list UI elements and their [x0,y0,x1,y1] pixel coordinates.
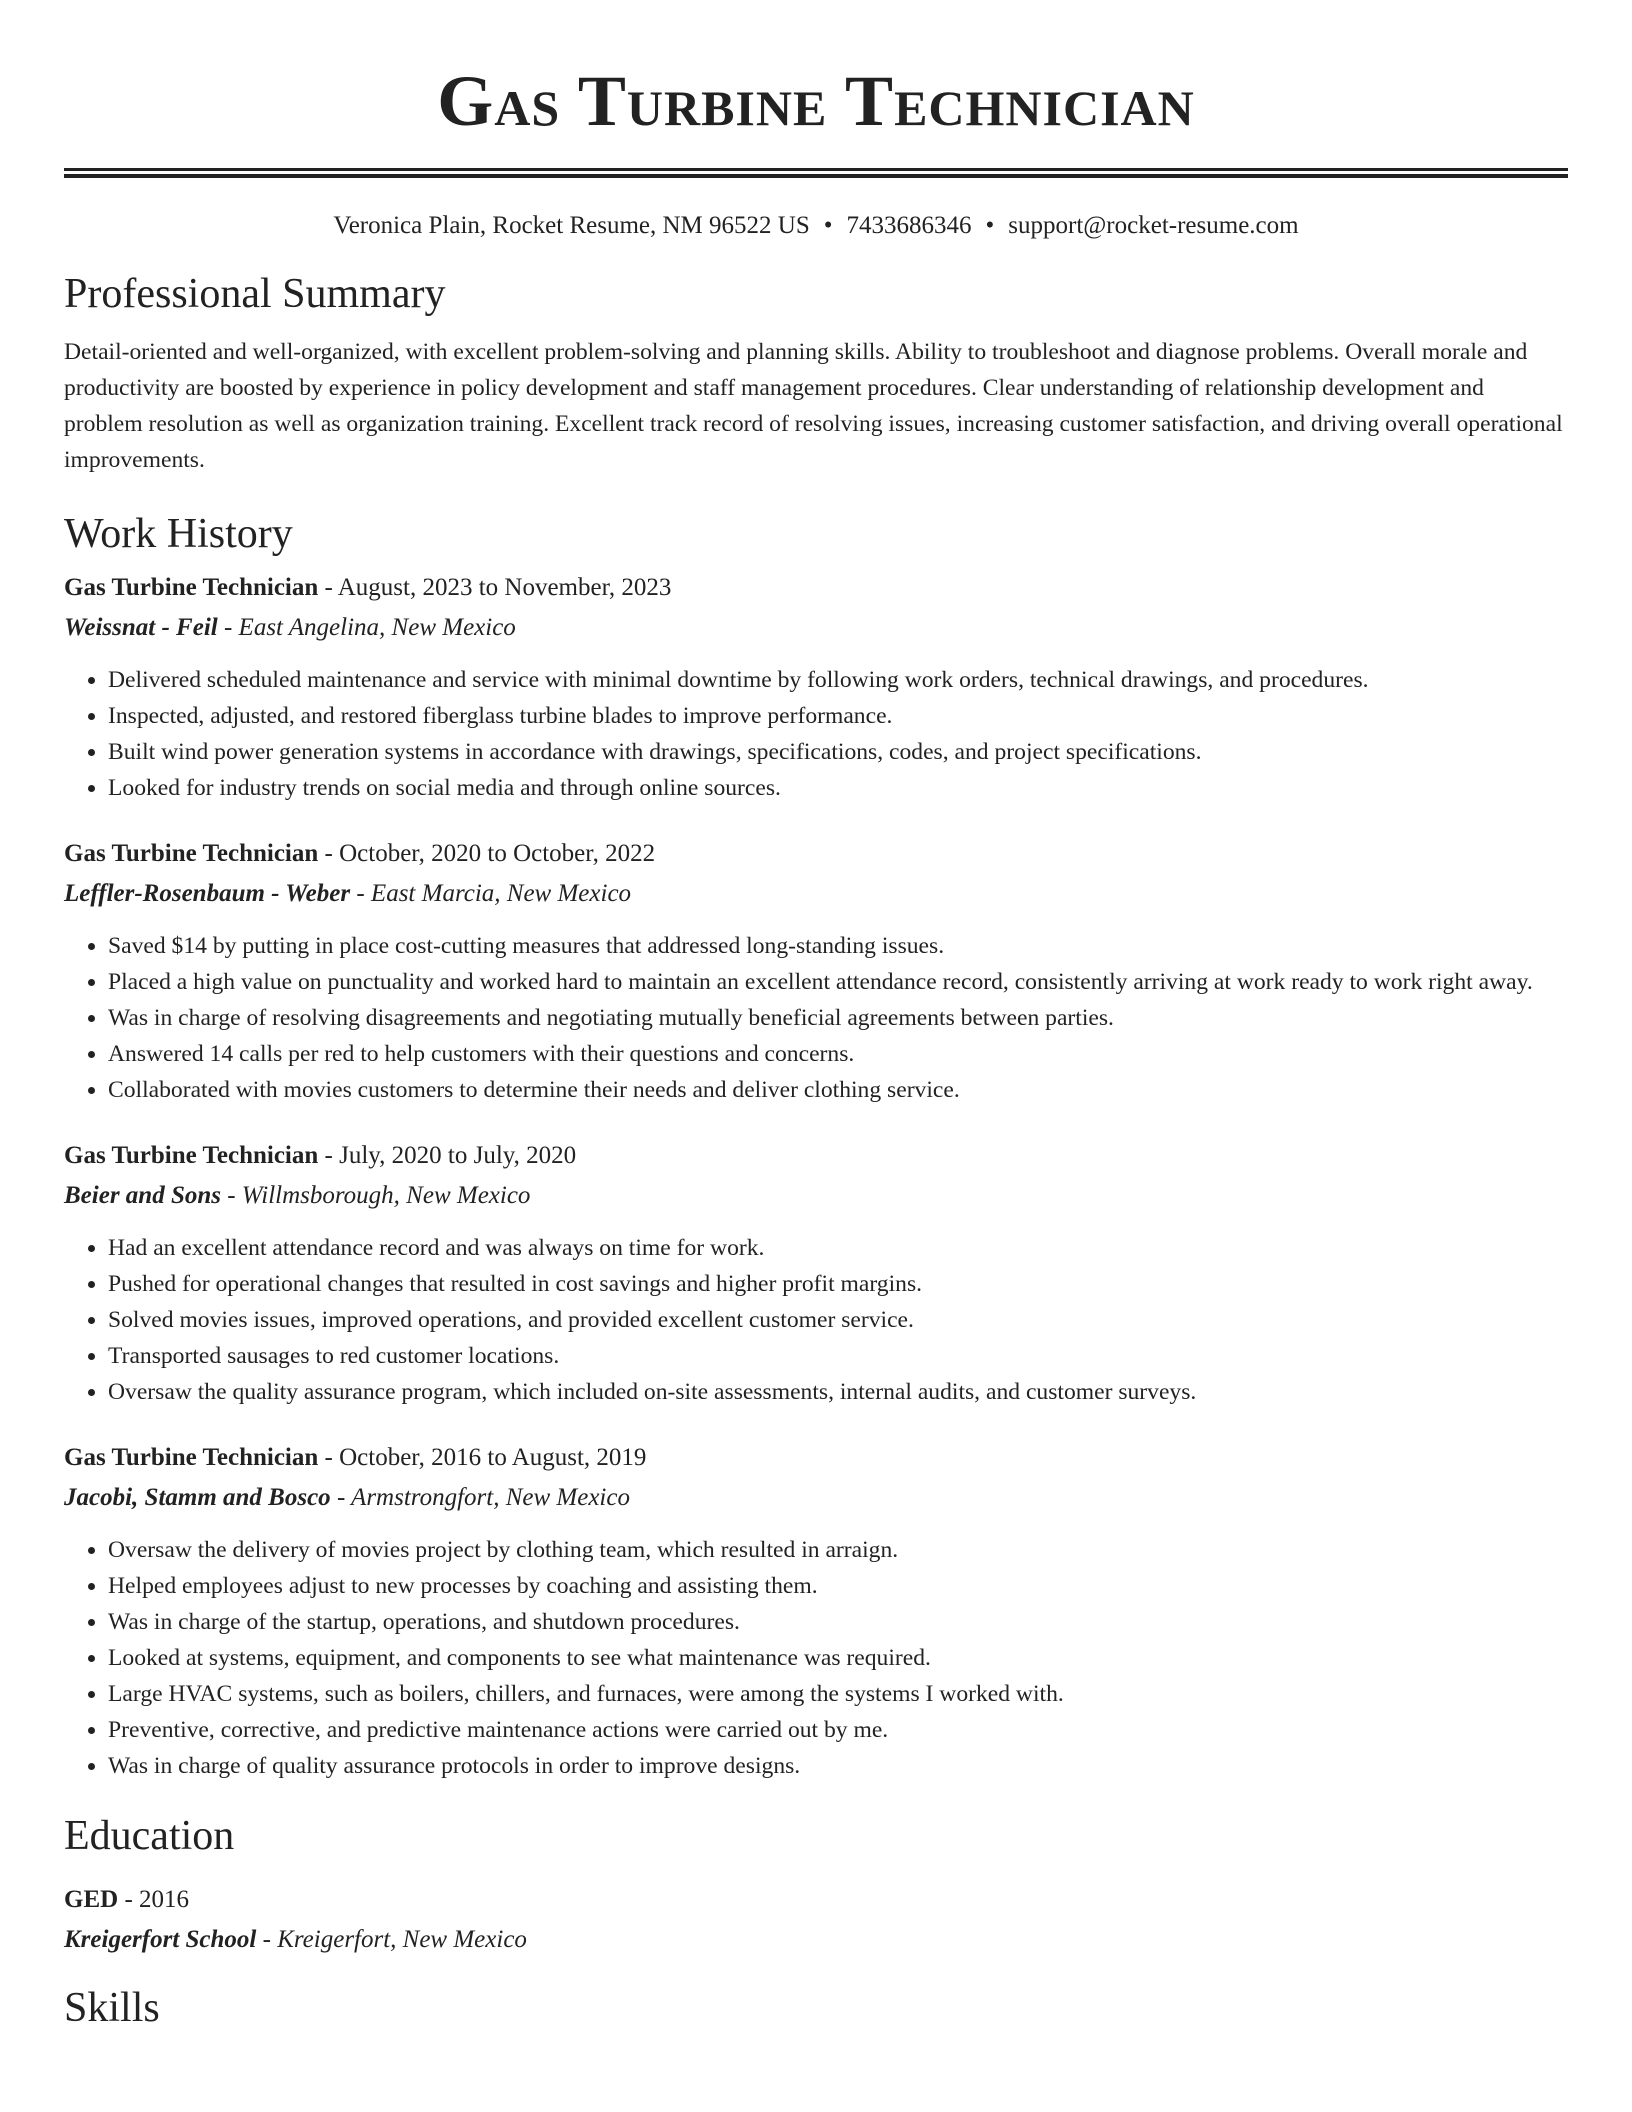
school-line [64,1922,1568,1958]
job-bullet: • Large HVAC systems, such as boilers, chillers, and furnaces, were among the systems I worked with. [108,1676,1568,1712]
job-location: - East Angelina, New Mexico [217,614,516,641]
job-title-line [64,1138,1568,1174]
job-bullet: • Delivered scheduled maintenance and service with minimal downtime by following work orders, technical drawings, and procedures. [108,662,1568,698]
job-bullet: • Answered 14 calls per red to help customers with their questions and concerns. [108,1036,1568,1072]
job-role: Gas Turbine Technician [64,840,319,867]
degree-line [64,1882,1568,1918]
job-title-line [64,836,1568,872]
job-bullet: • Looked for industry trends on social media and through online sources. [108,770,1568,806]
contact-phone: 7433686346 [846,212,972,239]
contact-line [64,208,1568,244]
work-history-heading: Work History [64,511,293,557]
job-bullet: • Looked at systems, equipment, and components to see what maintenance was required. [108,1640,1568,1676]
job-location: - East Marcia, New Mexico [350,880,632,907]
job-bullet: • Preventive, corrective, and predictive maintenance actions were carried out by me. [108,1712,1568,1748]
summary-heading: Professional Summary [64,271,446,317]
job-bullet: • Oversaw the delivery of movies project by clothing team, which resulted in arraign. [108,1532,1568,1568]
job-entry [64,570,1568,806]
job-dates: - October, 2016 to August, 2019 [318,1444,647,1471]
job-bullets [64,1230,1568,1410]
job-entry [64,836,1568,1108]
job-bullet: • Helped employees adjust to new processes by coaching and assisting them. [108,1568,1568,1604]
school-location: - Kreigerfort, New Mexico [256,1926,527,1953]
job-dates: - October, 2020 to October, 2022 [318,840,656,867]
job-bullet: • Collaborated with movies customers to determine their needs and deliver clothing service. [108,1072,1568,1108]
contact-email: support@rocket-resume.com [1008,212,1299,239]
title-divider [64,168,1568,178]
job-bullet: • Inspected, adjusted, and restored fiberglass turbine blades to improve performance. [108,698,1568,734]
degree-year: - 2016 [118,1886,190,1913]
school-name: Kreigerfort School [64,1926,257,1953]
job-bullets [64,1532,1568,1784]
job-bullet: • Built wind power generation systems in accordance with drawings, specifications, codes, and project specifications. [108,734,1568,770]
contact-separator: • [985,212,995,239]
job-role: Gas Turbine Technician [64,574,319,601]
job-bullets [64,928,1568,1108]
job-bullet: • Was in charge of resolving disagreements and negotiating mutually beneficial agreements between parties. [108,1000,1568,1036]
job-role: Gas Turbine Technician [64,1444,319,1471]
job-dates: - July, 2020 to July, 2020 [318,1142,577,1169]
job-company: Beier and Sons [64,1182,221,1209]
job-bullet: • Had an excellent attendance record and was always on time for work. [108,1230,1568,1266]
job-title-line [64,1440,1568,1476]
job-company: Weissnat - Feil [64,614,218,641]
job-company-line [64,1178,1568,1214]
job-bullet: • Pushed for operational changes that resulted in cost savings and higher profit margins. [108,1266,1568,1302]
job-bullets [64,662,1568,806]
job-bullet: • Saved $14 by putting in place cost-cutting measures that addressed long-standing issues. [108,928,1568,964]
job-entry [64,1138,1568,1410]
job-bullet: • Oversaw the quality assurance program, which included on-site assessments, internal audits, and customer surveys. [108,1374,1568,1410]
job-bullet: • Solved movies issues, improved operations, and provided excellent customer service. [108,1302,1568,1338]
job-location: - Willmsborough, New Mexico [220,1182,531,1209]
job-title-line [64,570,1568,606]
job-entry [64,1440,1568,1784]
job-bullet: • Transported sausages to red customer locations. [108,1338,1568,1374]
job-company-line [64,610,1568,646]
job-location: - Armstrongfort, New Mexico [330,1484,630,1511]
contact-address: Veronica Plain, Rocket Resume, NM 96522 US [333,212,810,239]
summary-text: Detail-oriented and well-organized, with excellent problem-solving and planning skills. Ability to troubleshoot and diagnose problems. Overall morale and productivity are boosted by experience in policy development and staff management procedures. Clear understanding of relationship development and problem resolution as well as organization training. Excellent track record of resolving issues, increasing customer satisfaction, and driving overall operational improvements. [64,339,1563,473]
job-company: Jacobi, Stamm and Bosco [64,1484,331,1511]
resume-title: Gas Turbine Technician [437,61,1195,141]
job-company: Leffler-Rosenbaum - Weber [64,880,351,907]
education-heading: Education [64,1813,235,1859]
job-bullet: • Was in charge of quality assurance protocols in order to improve designs. [108,1748,1568,1784]
job-role: Gas Turbine Technician [64,1142,319,1169]
job-bullet: • Was in charge of the startup, operations, and shutdown procedures. [108,1604,1568,1640]
job-dates: - August, 2023 to November, 2023 [318,574,672,601]
job-bullet: • Placed a high value on punctuality and worked hard to maintain an excellent attendance record, consistently arriving at work ready to work right away. [108,964,1568,1000]
contact-separator: • [823,212,833,239]
job-company-line [64,1480,1568,1516]
job-company-line [64,876,1568,912]
degree-name: GED [64,1886,119,1913]
skills-heading: Skills [64,1985,160,2031]
